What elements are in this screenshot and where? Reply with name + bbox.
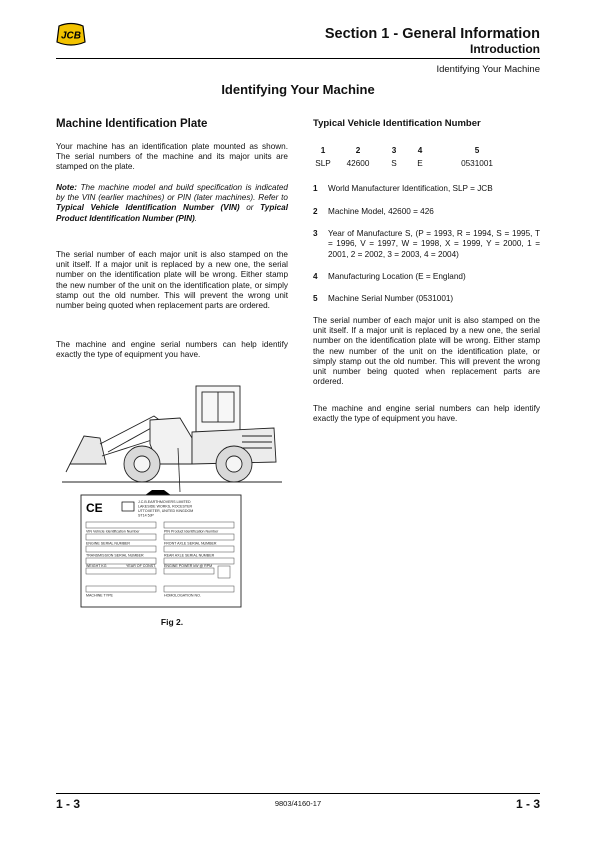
identification-plate [80, 490, 242, 608]
topic-label: Identifying Your Machine [436, 64, 540, 75]
list-item: 1 World Manufacturer Identification, SLP = JCB [313, 184, 493, 193]
vin-value-cell: S [391, 159, 397, 168]
serial-paragraph: The serial number of each major unit is also stamped on the unit itself. If a major unit is replaced by a new one, the serial number on the identification plate will be wrong. Either stamp the new number of the unit on the identification plate, or simply stamp out the old number. This will prevent the wrong unit number being quoted when replacement parts are ordered. [56, 250, 288, 311]
plate-engine-serial: ENGINE SERIAL NUMBER [86, 541, 130, 546]
plate-address-2: LAKESIDE WORKS, ROCESTER [138, 504, 193, 509]
plate-homologation: HOMOLOGATION NO. [164, 593, 201, 598]
vin-value-cell: E [417, 159, 423, 168]
note-paragraph [56, 183, 288, 224]
plate-vin-label: VIN Vehicle Identification Number [86, 529, 140, 534]
plate-engine-power: ENGINE POWER kW @ RPM [164, 564, 213, 568]
note-label: Note: [56, 183, 77, 192]
vin-header-cell: 2 [355, 146, 361, 155]
vin-header-row [313, 144, 519, 157]
right-heading: Typical Vehicle Identification Number [313, 118, 481, 129]
plate-weight: WEIGHT KG [86, 564, 107, 568]
plate-address-3: UTTOXETER, UNITED KINGDOM [138, 509, 194, 513]
vin-value-cell: 42600 [346, 159, 370, 168]
list-item: 3 Year of Manufacture S, (P = 1993, R = 1994, S = 1995, T = 1996, V = 1997, W = 1998, X = 1999, Y = 2000, 1 = 2001, 2 = 2002, 3 = 2003, 4 = 2004) [313, 229, 540, 259]
figure-caption: Fig 2. [160, 617, 184, 627]
plate-rear-axle: REAR AXLE SERIAL NUMBER [164, 553, 215, 558]
intro-paragraph: Your machine has an identification plate mounted as shown. The serial numbers of the machine and its major units are stamped on the plate. [56, 142, 288, 172]
page-title: Identifying Your Machine [221, 82, 375, 97]
note-text: The machine model and build specification is indicated by the VIN (earlier machines) or PIN (later machines). Refer to [56, 183, 288, 203]
plate-logo-icon [122, 502, 134, 511]
vin-header-cell: 4 [417, 146, 423, 155]
note-or: or [239, 203, 261, 213]
plate-year: YEAR OF CONST. [126, 564, 156, 568]
vin-value-cell: 0531001 [461, 159, 493, 168]
vin-header-cell: 1 [320, 146, 326, 155]
jcb-logo [56, 22, 86, 48]
plate-address-1: J.C.B.EARTHMOVERS LIMITED [138, 500, 191, 504]
right-equipment-paragraph: The machine and engine serial numbers can help identify exactly the type of equipment you have. [313, 404, 540, 424]
left-heading: Machine Identification Plate [56, 118, 208, 130]
plate-front-axle: FRONT AXLE SERIAL NUMBER [164, 541, 217, 546]
page-number-right: 1 - 3 [515, 797, 540, 811]
page-number-left: 1 - 3 [56, 797, 81, 811]
vin-header-cell: 3 [391, 146, 397, 155]
list-item: 2 Machine Model, 42600 = 426 [313, 207, 434, 216]
vin-header-cell: 5 [474, 146, 480, 155]
wheel-loader-illustration [62, 378, 282, 493]
note-link-vin[interactable]: Typical Vehicle Identification Number (VIN) [56, 203, 240, 213]
plate-machine-type: MACHINE TYPE [86, 593, 113, 598]
vin-table [313, 144, 519, 170]
document-number: 9803/4160-17 [274, 799, 322, 808]
equipment-paragraph: The machine and engine serial numbers can help identify exactly the type of equipment you have. [56, 340, 288, 360]
plate-transmission: TRANSMISSION SERIAL NUMBER [86, 553, 144, 558]
section-subtitle: Introduction [470, 42, 540, 56]
right-serial-paragraph: The serial number of each major unit is also stamped on the unit itself. If a major unit is replaced by a new one, the serial number on the identification plate will be wrong. Either stamp the new number of the unit on the identification plate, or simply stamp out the old number. This will prevent the wrong unit number being quoted when replacement parts are ordered. [313, 316, 540, 387]
vin-value-row [313, 157, 519, 170]
plate-address-4: ST14 5JP [138, 513, 154, 518]
header-divider [56, 58, 540, 59]
list-item: 4 Manufacturing Location (E = England) [313, 272, 466, 281]
list-item: 5 Machine Serial Number (0531001) [313, 294, 454, 303]
vin-value-cell: SLP [315, 159, 331, 168]
logo-text: JCB [60, 30, 82, 42]
note-end: . [194, 213, 198, 223]
note-link-pin[interactable]: Typical Product Identification Number (PIN) [56, 203, 288, 223]
footer-divider [56, 793, 540, 794]
section-title: Section 1 - General Information [324, 26, 540, 42]
plate-pin-label: PIN Product Identification Number [164, 529, 219, 534]
ce-mark-icon: CE [86, 501, 103, 515]
